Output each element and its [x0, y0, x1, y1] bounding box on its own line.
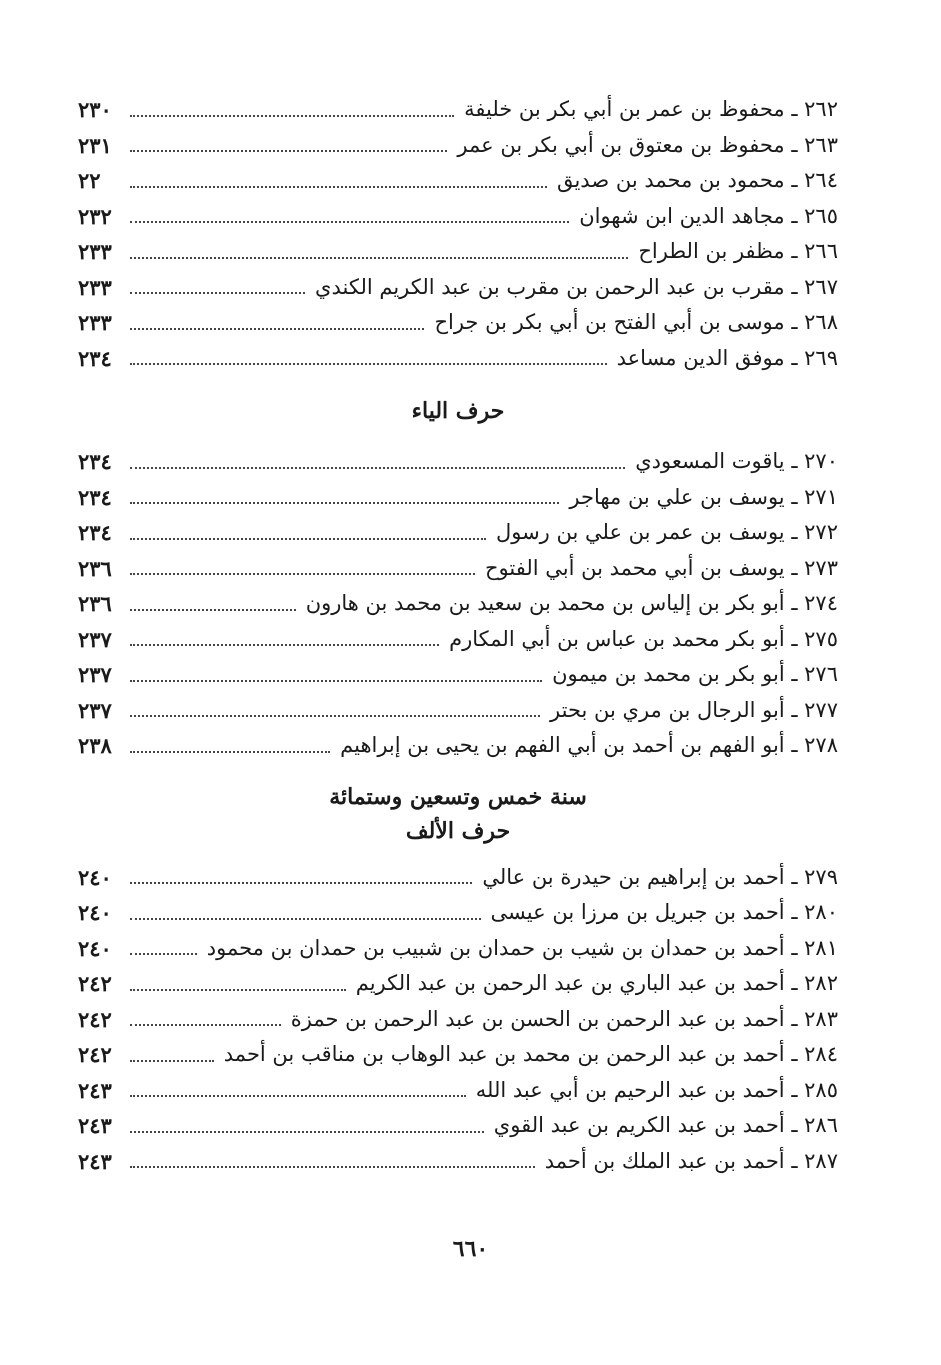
index-entry — [78, 163, 838, 199]
dot-leader — [130, 918, 481, 920]
entry-page-number: ٢٣٤ — [78, 345, 112, 371]
entry-title: ٢٨٦ ـ أحمد بن عبد الكريم بن عبد القوي — [493, 1113, 838, 1137]
dot-leader — [130, 715, 540, 717]
year-heading: سنة خمس وتسعين وستمائة — [329, 783, 587, 810]
entry-page-number: ٢٣١ — [78, 132, 112, 158]
entry-page-number: ٢٣٨ — [78, 733, 112, 758]
index-entry — [78, 1002, 838, 1038]
index-entry — [78, 341, 838, 377]
entry-title: ٢٧٨ ـ أبو الفهم بن أحمد بن أبي الفهم بن يحيى بن إبراهيم — [340, 733, 838, 757]
index-entry — [78, 234, 838, 270]
index-entry — [78, 931, 838, 967]
entry-title: ٢٧٤ ـ أبو بكر بن إلياس بن محمد بن سعيد بن محمد بن هارون — [305, 591, 838, 615]
dot-leader — [130, 989, 346, 991]
entry-title: ٢٦٣ ـ محفوظ بن معتوق بن أبي بكر بن عمر — [457, 132, 838, 157]
index-entry — [78, 586, 838, 622]
index-entry — [78, 622, 838, 658]
dot-leader — [130, 1166, 535, 1168]
entry-page-number: ٢٤٢ — [78, 971, 112, 996]
entry-page-number: ٢٣٤ — [78, 484, 112, 510]
entry-title: ٢٧٩ ـ أحمد بن إبراهيم بن حيدرة بن عالي — [482, 864, 838, 889]
index-entry — [78, 657, 838, 693]
entry-title: ٢٦٩ ـ موفق الدين مساعد — [616, 345, 838, 370]
page-number: ٦٦٠ — [452, 1236, 489, 1262]
dot-leader — [130, 150, 447, 152]
index-entry — [78, 1037, 838, 1073]
dot-leader — [130, 680, 542, 682]
index-entry — [78, 128, 838, 164]
dot-leader — [130, 751, 330, 753]
entry-title: ٢٧١ ـ يوسف بن علي بن مهاجر — [569, 484, 838, 509]
index-entry — [78, 895, 838, 931]
dot-leader — [130, 1131, 484, 1133]
entry-page-number: ٢٣٠ — [78, 97, 112, 122]
entry-title: ٢٨٠ ـ أحمد بن جبريل بن مرزا بن عيسى — [490, 900, 838, 924]
entry-page-number: ٢٣٦ — [78, 591, 112, 616]
index-entry — [78, 551, 838, 587]
entry-title: ٢٨٢ ـ أحمد بن عبد الباري بن عبد الرحمن بن عبد الكريم — [355, 971, 838, 995]
dot-leader — [130, 538, 486, 540]
dot-leader — [130, 502, 559, 504]
dot-leader — [130, 644, 439, 646]
dot-leader — [130, 292, 305, 294]
dot-leader — [130, 1024, 281, 1026]
entry-page-number: ٢٣٦ — [78, 555, 112, 581]
index-entry — [78, 693, 838, 729]
entry-page-number: ٢٤٣ — [78, 1113, 112, 1138]
entry-title: ٢٧٦ ـ أبو بكر بن محمد بن ميمون — [552, 662, 838, 686]
entry-title: ٢٦٢ ـ محفوظ بن عمر بن أبي بكر بن خليفة — [464, 97, 838, 121]
index-entry — [78, 92, 838, 128]
entry-title: ٢٧٣ ـ يوسف بن أبي محمد بن أبي الفتوح — [484, 555, 838, 580]
entry-title: ٢٧٠ ـ ياقوت المسعودي — [635, 449, 838, 473]
index-entry — [78, 1108, 838, 1144]
entries-section-mim — [78, 92, 838, 376]
dot-leader — [130, 1095, 466, 1097]
entry-page-number: ٢٣٧ — [78, 697, 112, 723]
entry-page-number: ٢٤٢ — [78, 1042, 112, 1067]
entry-title: ٢٨٧ ـ أحمد بن عبد الملك بن أحمد — [544, 1148, 838, 1173]
index-entry — [78, 515, 838, 551]
dot-leader — [130, 882, 472, 884]
index-entry — [78, 480, 838, 516]
entry-title: ٢٧٧ ـ أبو الرجال بن مري بن بحتر — [550, 697, 838, 722]
entry-title: ٢٨٥ ـ أحمد بن عبد الرحيم بن أبي عبد الله — [475, 1077, 838, 1102]
entry-title: ٢٨١ ـ أحمد بن حمدان بن شيب بن حمدان بن شبيب بن حمدان بن محمود — [206, 935, 838, 960]
entry-page-number: ٢٣٣ — [78, 239, 112, 264]
dot-leader — [130, 363, 607, 365]
entry-page-number: ٢٣٣ — [78, 274, 112, 300]
dot-leader — [130, 573, 475, 575]
entry-page-number: ٢٣٣ — [78, 310, 112, 335]
entry-title: ٢٦٦ ـ مظفر بن الطراح — [638, 239, 838, 263]
index-entry — [78, 1144, 838, 1180]
index-entry — [78, 305, 838, 341]
dot-leader — [130, 328, 424, 330]
entry-page-number: ٢٤٣ — [78, 1148, 112, 1174]
entry-title: ٢٧٢ ـ يوسف بن عمر بن علي بن رسول — [495, 520, 838, 544]
dot-leader — [130, 609, 296, 611]
entry-title: ٢٦٨ ـ موسى بن أبي الفتح بن أبي بكر بن جراح — [434, 310, 838, 334]
entry-page-number: ٢٣٤ — [78, 520, 112, 545]
dot-leader — [130, 186, 547, 188]
entry-page-number: ٢٣٤ — [78, 449, 112, 474]
index-entry — [78, 728, 838, 764]
heading-harf-al-ya: حرف الياء — [411, 398, 505, 424]
entry-title: ٢٨٣ ـ أحمد بن عبد الرحمن بن الحسن بن عبد الرحمن بن حمزة — [290, 1006, 838, 1031]
entry-title: ٢٦٤ ـ محمود بن محمد بن صديق — [556, 168, 838, 192]
entry-title: ٢٨٤ ـ أحمد بن عبد الرحمن بن محمد بن عبد الوهاب بن مناقب بن أحمد — [223, 1042, 838, 1066]
dot-leader — [130, 953, 197, 955]
dot-leader — [130, 115, 454, 117]
index-entry — [78, 860, 838, 896]
dot-leader — [130, 1060, 214, 1062]
entries-section-ya — [78, 444, 838, 764]
heading-harf-al-alif: حرف الألف — [405, 817, 511, 844]
entry-page-number: ٢٣٧ — [78, 626, 112, 652]
entries-section-alif — [78, 860, 838, 1180]
index-page — [78, 92, 838, 1179]
index-entry — [78, 1073, 838, 1109]
entry-page-number: ٢٤٠ — [78, 935, 112, 961]
entry-title: ٢٦٧ ـ مقرب بن عبد الرحمن بن مقرب بن عبد الكريم الكندي — [315, 274, 838, 299]
entry-page-number: ٢٣٧ — [78, 662, 112, 687]
entry-title: ٢٧٥ ـ أبو بكر محمد بن عباس بن أبي المكارم — [449, 626, 838, 651]
dot-leader — [130, 467, 625, 469]
entry-page-number: ٢٤٠ — [78, 864, 112, 890]
entry-page-number: ٢٣٢ — [78, 203, 112, 229]
index-entry — [78, 444, 838, 480]
entry-page-number: ٢٤٠ — [78, 900, 112, 925]
index-entry — [78, 199, 838, 235]
index-entry — [78, 966, 838, 1002]
entry-page-number: ٢٢ — [78, 168, 101, 193]
entry-page-number: ٢٤٢ — [78, 1006, 112, 1032]
entry-title: ٢٦٥ ـ مجاهد الدين ابن شهوان — [579, 203, 838, 228]
entry-page-number: ٢٤٣ — [78, 1077, 112, 1103]
dot-leader — [130, 221, 569, 223]
dot-leader — [130, 257, 628, 259]
index-entry — [78, 270, 838, 306]
